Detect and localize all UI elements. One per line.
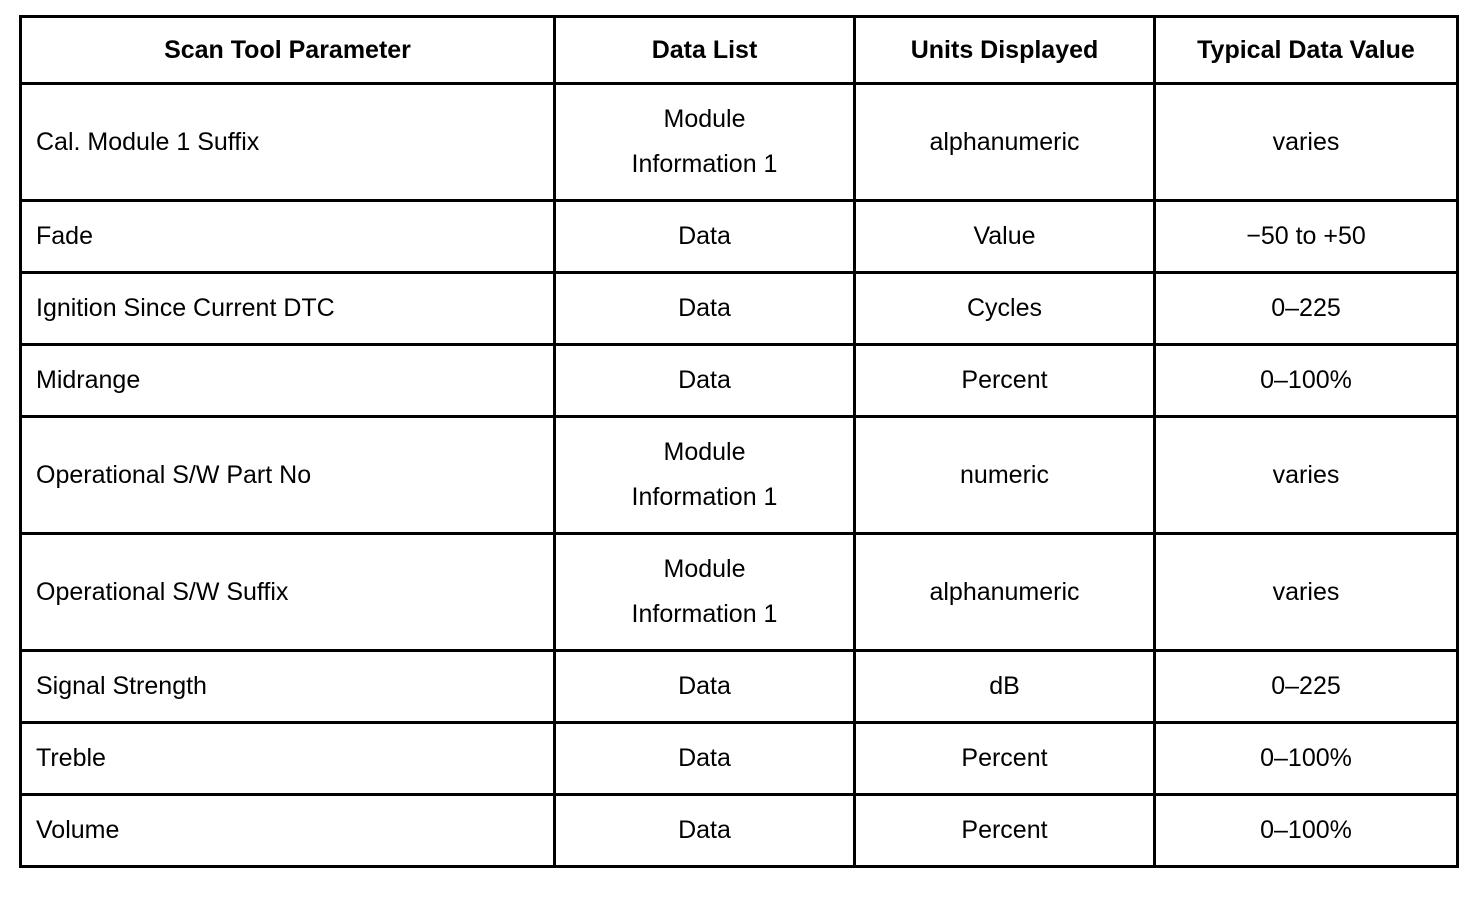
cell-data-list-line-1: Module: [663, 105, 746, 133]
cell-typical-value: 0–225: [1155, 273, 1458, 345]
cell-data-list: Data: [555, 795, 855, 867]
table-row: [21, 723, 1458, 795]
cell-data-list-line-1: Module: [663, 555, 746, 583]
cell-data-list: [555, 417, 855, 534]
cell-parameter: Fade: [21, 201, 555, 273]
cell-parameter: Cal. Module 1 Suffix: [21, 84, 555, 201]
cell-data-list: Data: [555, 723, 855, 795]
cell-data-list: [555, 84, 855, 201]
cell-data-list-line-2: Information 1: [631, 150, 778, 178]
cell-parameter: Treble: [21, 723, 555, 795]
cell-data-list-line-2: Information 1: [631, 600, 778, 628]
table-row: [21, 795, 1458, 867]
cell-units: Percent: [855, 723, 1155, 795]
cell-units: numeric: [855, 417, 1155, 534]
cell-parameter: Ignition Since Current DTC: [21, 273, 555, 345]
cell-units: Percent: [855, 345, 1155, 417]
table-row: [21, 534, 1458, 651]
table-row: [21, 651, 1458, 723]
cell-data-list-line-1: Module: [663, 438, 746, 466]
header-data-list: Data List: [555, 17, 855, 84]
scan-tool-data-table: [19, 15, 1459, 868]
cell-units: alphanumeric: [855, 534, 1155, 651]
cell-typical-value: varies: [1155, 84, 1458, 201]
cell-parameter: Signal Strength: [21, 651, 555, 723]
header-scan-tool-parameter: Scan Tool Parameter: [21, 17, 555, 84]
cell-data-list: Data: [555, 273, 855, 345]
cell-typical-value: −50 to +50: [1155, 201, 1458, 273]
cell-parameter: Operational S/W Part No: [21, 417, 555, 534]
table-row: [21, 84, 1458, 201]
table-row: [21, 201, 1458, 273]
cell-typical-value: 0–100%: [1155, 345, 1458, 417]
cell-typical-value: 0–100%: [1155, 723, 1458, 795]
cell-units: Value: [855, 201, 1155, 273]
cell-parameter: Midrange: [21, 345, 555, 417]
cell-typical-value: varies: [1155, 417, 1458, 534]
cell-data-list-line-2: Information 1: [631, 483, 778, 511]
cell-units: alphanumeric: [855, 84, 1155, 201]
cell-typical-value: varies: [1155, 534, 1458, 651]
table-row: [21, 417, 1458, 534]
cell-data-list: Data: [555, 651, 855, 723]
header-units-displayed: Units Displayed: [855, 17, 1155, 84]
cell-parameter: Operational S/W Suffix: [21, 534, 555, 651]
cell-typical-value: 0–225: [1155, 651, 1458, 723]
cell-typical-value: 0–100%: [1155, 795, 1458, 867]
table-row: [21, 273, 1458, 345]
table-header-row: [21, 17, 1458, 84]
cell-units: dB: [855, 651, 1155, 723]
cell-data-list: Data: [555, 345, 855, 417]
cell-parameter: Volume: [21, 795, 555, 867]
cell-data-list: Data: [555, 201, 855, 273]
table-row: [21, 345, 1458, 417]
cell-units: Percent: [855, 795, 1155, 867]
cell-data-list: [555, 534, 855, 651]
cell-units: Cycles: [855, 273, 1155, 345]
header-typical-data-value: Typical Data Value: [1155, 17, 1458, 84]
